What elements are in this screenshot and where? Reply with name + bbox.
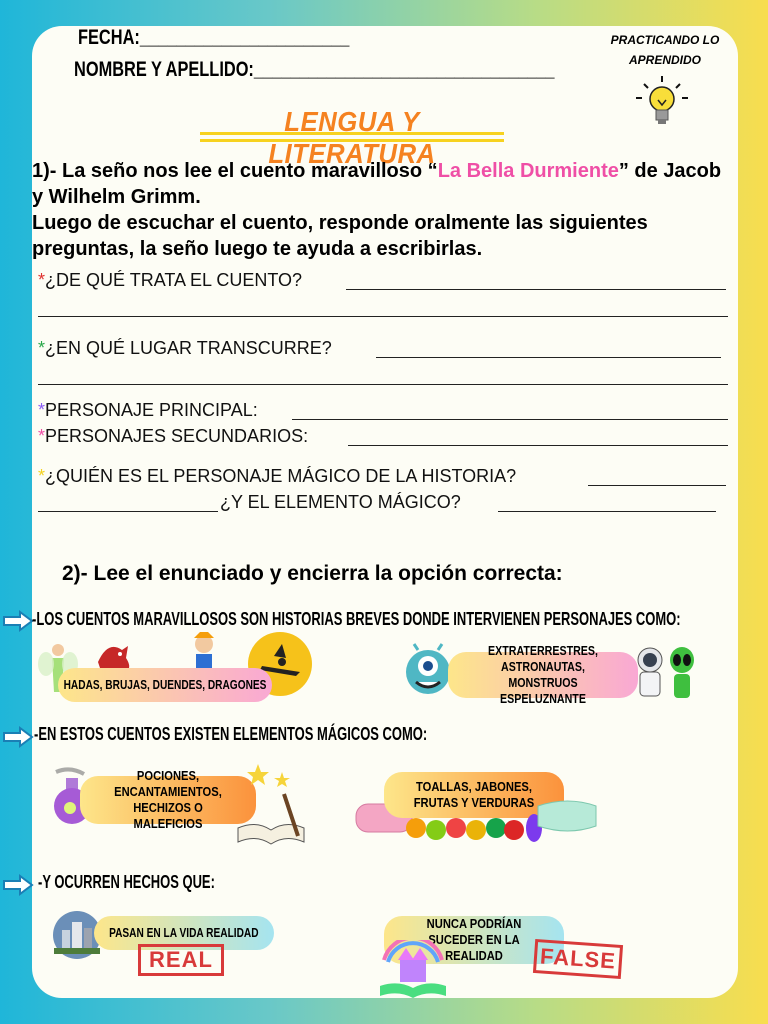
statement-1: -LOS CUENTOS MARAVILLOSOS SON HISTORIAS BREVES DONDE INTERVIENEN PERSONAJES COMO:: [32, 609, 681, 629]
answer-line[interactable]: [38, 511, 218, 512]
question-2-title: 2)- Lee el enunciado y encierra la opción correcta:: [62, 562, 563, 585]
question-1-suffix: ” de Jacob y Wilhelm Grimm.: [32, 160, 722, 208]
option-fantasy-characters[interactable]: [58, 668, 272, 702]
lightbulb-icon: [632, 74, 692, 134]
fruits-vegetables-icon: [404, 806, 544, 848]
date-field[interactable]: FECHA:_______________________: [78, 26, 350, 49]
answer-line[interactable]: [38, 384, 728, 385]
real-stamp: REAL: [138, 944, 224, 976]
question-secondary-characters-text: PERSONAJES SECUNDARIOS:: [45, 426, 309, 446]
arrow-right-icon: [2, 726, 34, 748]
option-fantasy-characters-text: HADAS, BRUJAS, DUENDES, DRAGONES: [63, 677, 267, 692]
option-space-characters[interactable]: [448, 643, 638, 706]
answer-line[interactable]: [376, 357, 721, 358]
question-place: [38, 338, 332, 359]
arrow-right-icon: [2, 874, 34, 896]
question-main-character: [38, 400, 258, 421]
option-everyday-objects-text: TOALLAS, JABONES, FRUTAS Y VERDURAS: [413, 779, 535, 810]
question-magic-element-text: ¿Y EL ELEMENTO MÁGICO?: [220, 492, 461, 512]
answer-line[interactable]: [38, 316, 728, 317]
option-magic-elements[interactable]: [80, 768, 256, 831]
star-icon: *: [38, 426, 46, 446]
answer-line[interactable]: [588, 485, 726, 486]
answer-line[interactable]: [346, 289, 726, 290]
star-icon: *: [38, 400, 46, 420]
subject-title: LENGUA Y LITERATURA: [268, 106, 436, 169]
arrow-right-icon: [2, 610, 34, 632]
magic-book-icon: [236, 758, 306, 846]
story-title: La Bella Durmiente: [437, 160, 619, 182]
answer-line[interactable]: [292, 419, 728, 420]
star-icon: *: [38, 338, 46, 358]
practicing-label: PRACTICANDO LO APRENDIDO: [610, 33, 720, 67]
question-place-text: ¿EN QUÉ LUGAR TRANSCURRE?: [45, 338, 332, 358]
option-space-characters-text: EXTRATERRESTRES, ASTRONAUTAS, MONSTRUOS ESPELUZNANTE: [488, 643, 598, 706]
option-real-events-text: PASAN EN LA VIDA REALIDAD: [109, 925, 259, 940]
name-field[interactable]: NOMBRE Y APELLIDO:_________________________________: [74, 58, 555, 81]
star-icon: *: [38, 270, 46, 290]
option-fantasy-events-text: NUNCA PODRÍAN SUCEDER EN LA REALIDAD: [426, 916, 522, 963]
subject-banner: [200, 106, 504, 169]
statement-3: -Y OCURREN HECHOS QUE:: [38, 872, 215, 892]
towel-icon: [534, 796, 600, 836]
astronaut-alien-icon: [632, 646, 698, 702]
question-magic-element: [220, 492, 461, 513]
question-topic: [38, 270, 302, 291]
question-1: [32, 158, 732, 262]
question-1-instructions: Luego de escuchar el cuento, responde oralmente las siguientes preguntas, la seño luego te ayuda a escribirlas.: [32, 212, 648, 260]
question-secondary-characters: [38, 426, 308, 447]
question-topic-text: ¿DE QUÉ TRATA EL CUENTO?: [45, 270, 303, 290]
false-stamp: FALSE: [533, 939, 623, 979]
answer-line[interactable]: [348, 445, 728, 446]
question-main-character-text: PERSONAJE PRINCIPAL:: [45, 400, 258, 420]
castle-book-icon: [378, 940, 448, 998]
answer-line[interactable]: [498, 511, 716, 512]
star-icon: *: [38, 466, 46, 486]
question-magic-character: [38, 466, 516, 487]
statement-2: -EN ESTOS CUENTOS EXISTEN ELEMENTOS MÁGICOS COMO:: [34, 724, 428, 744]
option-magic-elements-text: POCIONES, ENCANTAMIENTOS, HECHIZOS O MALEFICIOS: [114, 768, 222, 831]
question-1-prefix: 1)- La seño nos lee el cuento maravilloso “: [32, 160, 438, 182]
question-magic-character-text: ¿QUIÉN ES EL PERSONAJE MÁGICO DE LA HISTORIA?: [45, 466, 517, 486]
